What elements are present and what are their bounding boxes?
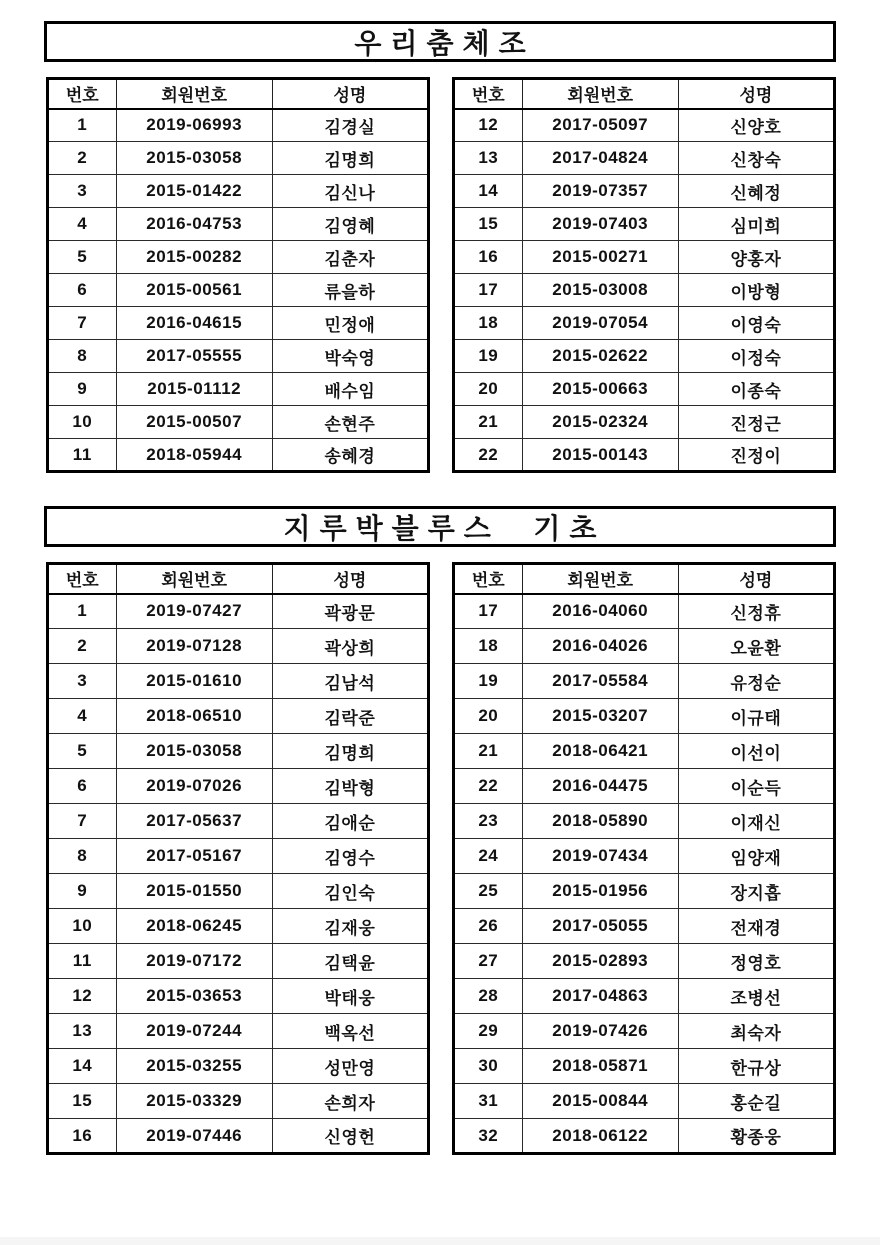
table-row [48,175,429,208]
member-name-cell: 이종숙 [678,373,834,406]
member-name-cell: 김인숙 [272,874,428,909]
member-id-cell: 2015-01422 [116,175,272,208]
member-id-cell: 2015-03058 [116,142,272,175]
row-number-cell: 18 [454,307,523,340]
col-header-name: 성명 [272,79,428,109]
member-name-cell: 진정근 [678,406,834,439]
scan-artifact-band [0,1237,880,1245]
table-row [454,1049,835,1084]
row-number-cell: 8 [48,340,117,373]
row-number-cell: 13 [454,142,523,175]
roster-table-2-left [46,562,430,1155]
table-row [454,699,835,734]
member-name-cell: 전재경 [678,909,834,944]
member-name-cell: 홍순길 [678,1084,834,1119]
member-name-cell: 신양호 [678,109,834,142]
row-number-cell: 5 [48,734,117,769]
member-name-cell: 심미희 [678,208,834,241]
member-id-cell: 2015-03008 [522,274,678,307]
col-header-number: 번호 [48,564,117,594]
table-row [454,340,835,373]
table-row [48,1084,429,1119]
row-number-cell: 17 [454,274,523,307]
member-name-cell: 신혜정 [678,175,834,208]
member-id-cell: 2019-07172 [116,944,272,979]
member-id-cell: 2015-00271 [522,241,678,274]
table-row [454,1119,835,1154]
table-row [454,874,835,909]
col-header-number: 번호 [454,79,523,109]
row-number-cell: 9 [48,373,117,406]
row-number-cell: 20 [454,373,523,406]
member-id-cell: 2015-03255 [116,1049,272,1084]
member-id-cell: 2015-00143 [522,439,678,472]
member-id-cell: 2015-02622 [522,340,678,373]
row-number-cell: 17 [454,594,523,629]
member-name-cell: 한규상 [678,1049,834,1084]
member-id-cell: 2018-06122 [522,1119,678,1154]
row-number-cell: 27 [454,944,523,979]
table-row [454,944,835,979]
member-id-cell: 2016-04615 [116,307,272,340]
member-id-cell: 2015-03329 [116,1084,272,1119]
member-id-cell: 2018-06245 [116,909,272,944]
section-1-tables [0,77,880,473]
row-number-cell: 21 [454,734,523,769]
member-name-cell: 오윤환 [678,629,834,664]
table-row [454,406,835,439]
row-number-cell: 3 [48,664,117,699]
table-row [454,1084,835,1119]
member-id-cell: 2016-04060 [522,594,678,629]
member-name-cell: 손현주 [272,406,428,439]
member-name-cell: 김영혜 [272,208,428,241]
table-row [48,594,429,629]
table-row [48,241,429,274]
table-row [454,439,835,472]
member-name-cell: 김신나 [272,175,428,208]
table-row [48,944,429,979]
row-number-cell: 3 [48,175,117,208]
row-number-cell: 29 [454,1014,523,1049]
row-number-cell: 2 [48,629,117,664]
row-number-cell: 28 [454,979,523,1014]
member-name-cell: 백옥선 [272,1014,428,1049]
member-id-cell: 2015-00561 [116,274,272,307]
member-name-cell: 곽상희 [272,629,428,664]
col-header-number: 번호 [48,79,117,109]
table-row [454,373,835,406]
member-id-cell: 2019-07128 [116,629,272,664]
member-name-cell: 정영호 [678,944,834,979]
member-id-cell: 2017-05055 [522,909,678,944]
table-row [48,1014,429,1049]
member-name-cell: 이재신 [678,804,834,839]
member-id-cell: 2019-07427 [116,594,272,629]
col-header-member-id: 회원번호 [116,79,272,109]
row-number-cell: 10 [48,406,117,439]
member-name-cell: 김경실 [272,109,428,142]
row-number-cell: 1 [48,109,117,142]
member-id-cell: 2015-01550 [116,874,272,909]
table-row [48,979,429,1014]
member-id-cell: 2015-00507 [116,406,272,439]
table-row [454,109,835,142]
member-id-cell: 2017-05167 [116,839,272,874]
table-row [454,664,835,699]
table-row [48,1049,429,1084]
row-number-cell: 11 [48,944,117,979]
row-number-cell: 16 [48,1119,117,1154]
member-name-cell: 김남석 [272,664,428,699]
member-name-cell: 장지흡 [678,874,834,909]
table-row [454,909,835,944]
member-id-cell: 2015-02324 [522,406,678,439]
table-row [454,769,835,804]
row-number-cell: 7 [48,307,117,340]
row-number-cell: 30 [454,1049,523,1084]
table-row [48,804,429,839]
member-name-cell: 이정숙 [678,340,834,373]
member-id-cell: 2017-04863 [522,979,678,1014]
member-id-cell: 2015-03058 [116,734,272,769]
row-number-cell: 20 [454,699,523,734]
member-name-cell: 양홍자 [678,241,834,274]
member-name-cell: 이선이 [678,734,834,769]
table-row [454,804,835,839]
row-number-cell: 7 [48,804,117,839]
table-row [454,307,835,340]
member-id-cell: 2019-07426 [522,1014,678,1049]
member-name-cell: 성만영 [272,1049,428,1084]
row-number-cell: 26 [454,909,523,944]
header-row [48,564,429,594]
member-name-cell: 김박형 [272,769,428,804]
member-id-cell: 2015-01112 [116,373,272,406]
member-name-cell: 손희자 [272,1084,428,1119]
member-id-cell: 2019-07244 [116,1014,272,1049]
row-number-cell: 12 [454,109,523,142]
member-name-cell: 조병선 [678,979,834,1014]
row-number-cell: 15 [48,1084,117,1119]
member-id-cell: 2019-07446 [116,1119,272,1154]
table-row [48,208,429,241]
row-number-cell: 11 [48,439,117,472]
row-number-cell: 23 [454,804,523,839]
row-number-cell: 32 [454,1119,523,1154]
table-row [454,734,835,769]
member-name-cell: 이영숙 [678,307,834,340]
member-id-cell: 2017-04824 [522,142,678,175]
member-name-cell: 최숙자 [678,1014,834,1049]
section-title-jirubak-blues-gicho: 지루박블루스 기초 [44,506,836,547]
member-name-cell: 신정휴 [678,594,834,629]
member-name-cell: 송혜경 [272,439,428,472]
table-row [454,142,835,175]
member-name-cell: 이방형 [678,274,834,307]
row-number-cell: 31 [454,1084,523,1119]
col-header-name: 성명 [678,79,834,109]
member-id-cell: 2015-02893 [522,944,678,979]
member-id-cell: 2016-04753 [116,208,272,241]
member-id-cell: 2017-05097 [522,109,678,142]
row-number-cell: 6 [48,769,117,804]
member-id-cell: 2019-07026 [116,769,272,804]
row-number-cell: 19 [454,664,523,699]
member-id-cell: 2018-05944 [116,439,272,472]
member-name-cell: 김택윤 [272,944,428,979]
section-2-tables [0,562,880,1155]
table-row [48,109,429,142]
table-row [48,909,429,944]
row-number-cell: 10 [48,909,117,944]
member-id-cell: 2015-00663 [522,373,678,406]
member-name-cell: 이규태 [678,699,834,734]
table-row [48,340,429,373]
table-row [48,699,429,734]
table-row [454,594,835,629]
table-row [48,142,429,175]
row-number-cell: 14 [48,1049,117,1084]
table-row [48,274,429,307]
row-number-cell: 8 [48,839,117,874]
member-id-cell: 2019-07434 [522,839,678,874]
table-row [48,406,429,439]
member-name-cell: 신영헌 [272,1119,428,1154]
table-row [48,1119,429,1154]
row-number-cell: 4 [48,699,117,734]
member-id-cell: 2018-05871 [522,1049,678,1084]
row-number-cell: 15 [454,208,523,241]
table-row [48,629,429,664]
member-name-cell: 진정이 [678,439,834,472]
member-name-cell: 김명희 [272,142,428,175]
roster-table-2-right [452,562,836,1155]
member-name-cell: 이순득 [678,769,834,804]
member-id-cell: 2019-07054 [522,307,678,340]
member-id-cell: 2017-05555 [116,340,272,373]
table-row [454,208,835,241]
member-name-cell: 김재웅 [272,909,428,944]
table-row [454,1014,835,1049]
member-name-cell: 곽광문 [272,594,428,629]
member-name-cell: 김명희 [272,734,428,769]
member-name-cell: 김영수 [272,839,428,874]
member-name-cell: 민정애 [272,307,428,340]
member-id-cell: 2016-04475 [522,769,678,804]
roster-table-1-left [46,77,430,473]
row-number-cell: 24 [454,839,523,874]
roster-table-1-right [452,77,836,473]
table-row [48,439,429,472]
table-row [48,769,429,804]
member-id-cell: 2018-05890 [522,804,678,839]
row-number-cell: 12 [48,979,117,1014]
member-id-cell: 2019-07403 [522,208,678,241]
row-number-cell: 9 [48,874,117,909]
section-title-woori-chum-cheyjo: 우리춤체조 [44,21,836,62]
row-number-cell: 22 [454,439,523,472]
row-number-cell: 18 [454,629,523,664]
header-row [48,79,429,109]
col-header-name: 성명 [678,564,834,594]
table-row [48,664,429,699]
member-id-cell: 2018-06510 [116,699,272,734]
col-header-number: 번호 [454,564,523,594]
member-id-cell: 2015-03653 [116,979,272,1014]
row-number-cell: 19 [454,340,523,373]
row-number-cell: 1 [48,594,117,629]
row-number-cell: 14 [454,175,523,208]
member-id-cell: 2017-05637 [116,804,272,839]
table-row [48,839,429,874]
row-number-cell: 16 [454,241,523,274]
member-id-cell: 2018-06421 [522,734,678,769]
row-number-cell: 2 [48,142,117,175]
member-id-cell: 2015-01956 [522,874,678,909]
member-id-cell: 2015-03207 [522,699,678,734]
member-name-cell: 류을하 [272,274,428,307]
table-row [48,874,429,909]
member-name-cell: 배수임 [272,373,428,406]
member-name-cell: 김애순 [272,804,428,839]
header-row [454,564,835,594]
row-number-cell: 21 [454,406,523,439]
member-id-cell: 2017-05584 [522,664,678,699]
member-id-cell: 2015-01610 [116,664,272,699]
table-row [48,734,429,769]
row-number-cell: 22 [454,769,523,804]
table-row [454,175,835,208]
table-row [454,629,835,664]
row-number-cell: 4 [48,208,117,241]
member-id-cell: 2019-06993 [116,109,272,142]
member-id-cell: 2019-07357 [522,175,678,208]
table-row [454,839,835,874]
member-name-cell: 박숙영 [272,340,428,373]
table-row [48,373,429,406]
member-name-cell: 신창숙 [678,142,834,175]
table-row [454,274,835,307]
row-number-cell: 13 [48,1014,117,1049]
row-number-cell: 6 [48,274,117,307]
member-name-cell: 유정순 [678,664,834,699]
member-id-cell: 2016-04026 [522,629,678,664]
col-header-member-id: 회원번호 [522,79,678,109]
table-row [48,307,429,340]
member-name-cell: 임양재 [678,839,834,874]
row-number-cell: 25 [454,874,523,909]
member-name-cell: 박태웅 [272,979,428,1014]
member-name-cell: 황종웅 [678,1119,834,1154]
col-header-name: 성명 [272,564,428,594]
col-header-member-id: 회원번호 [116,564,272,594]
member-name-cell: 김락준 [272,699,428,734]
table-row [454,241,835,274]
member-name-cell: 김춘자 [272,241,428,274]
row-number-cell: 5 [48,241,117,274]
header-row [454,79,835,109]
member-id-cell: 2015-00844 [522,1084,678,1119]
col-header-member-id: 회원번호 [522,564,678,594]
member-id-cell: 2015-00282 [116,241,272,274]
table-row [454,979,835,1014]
